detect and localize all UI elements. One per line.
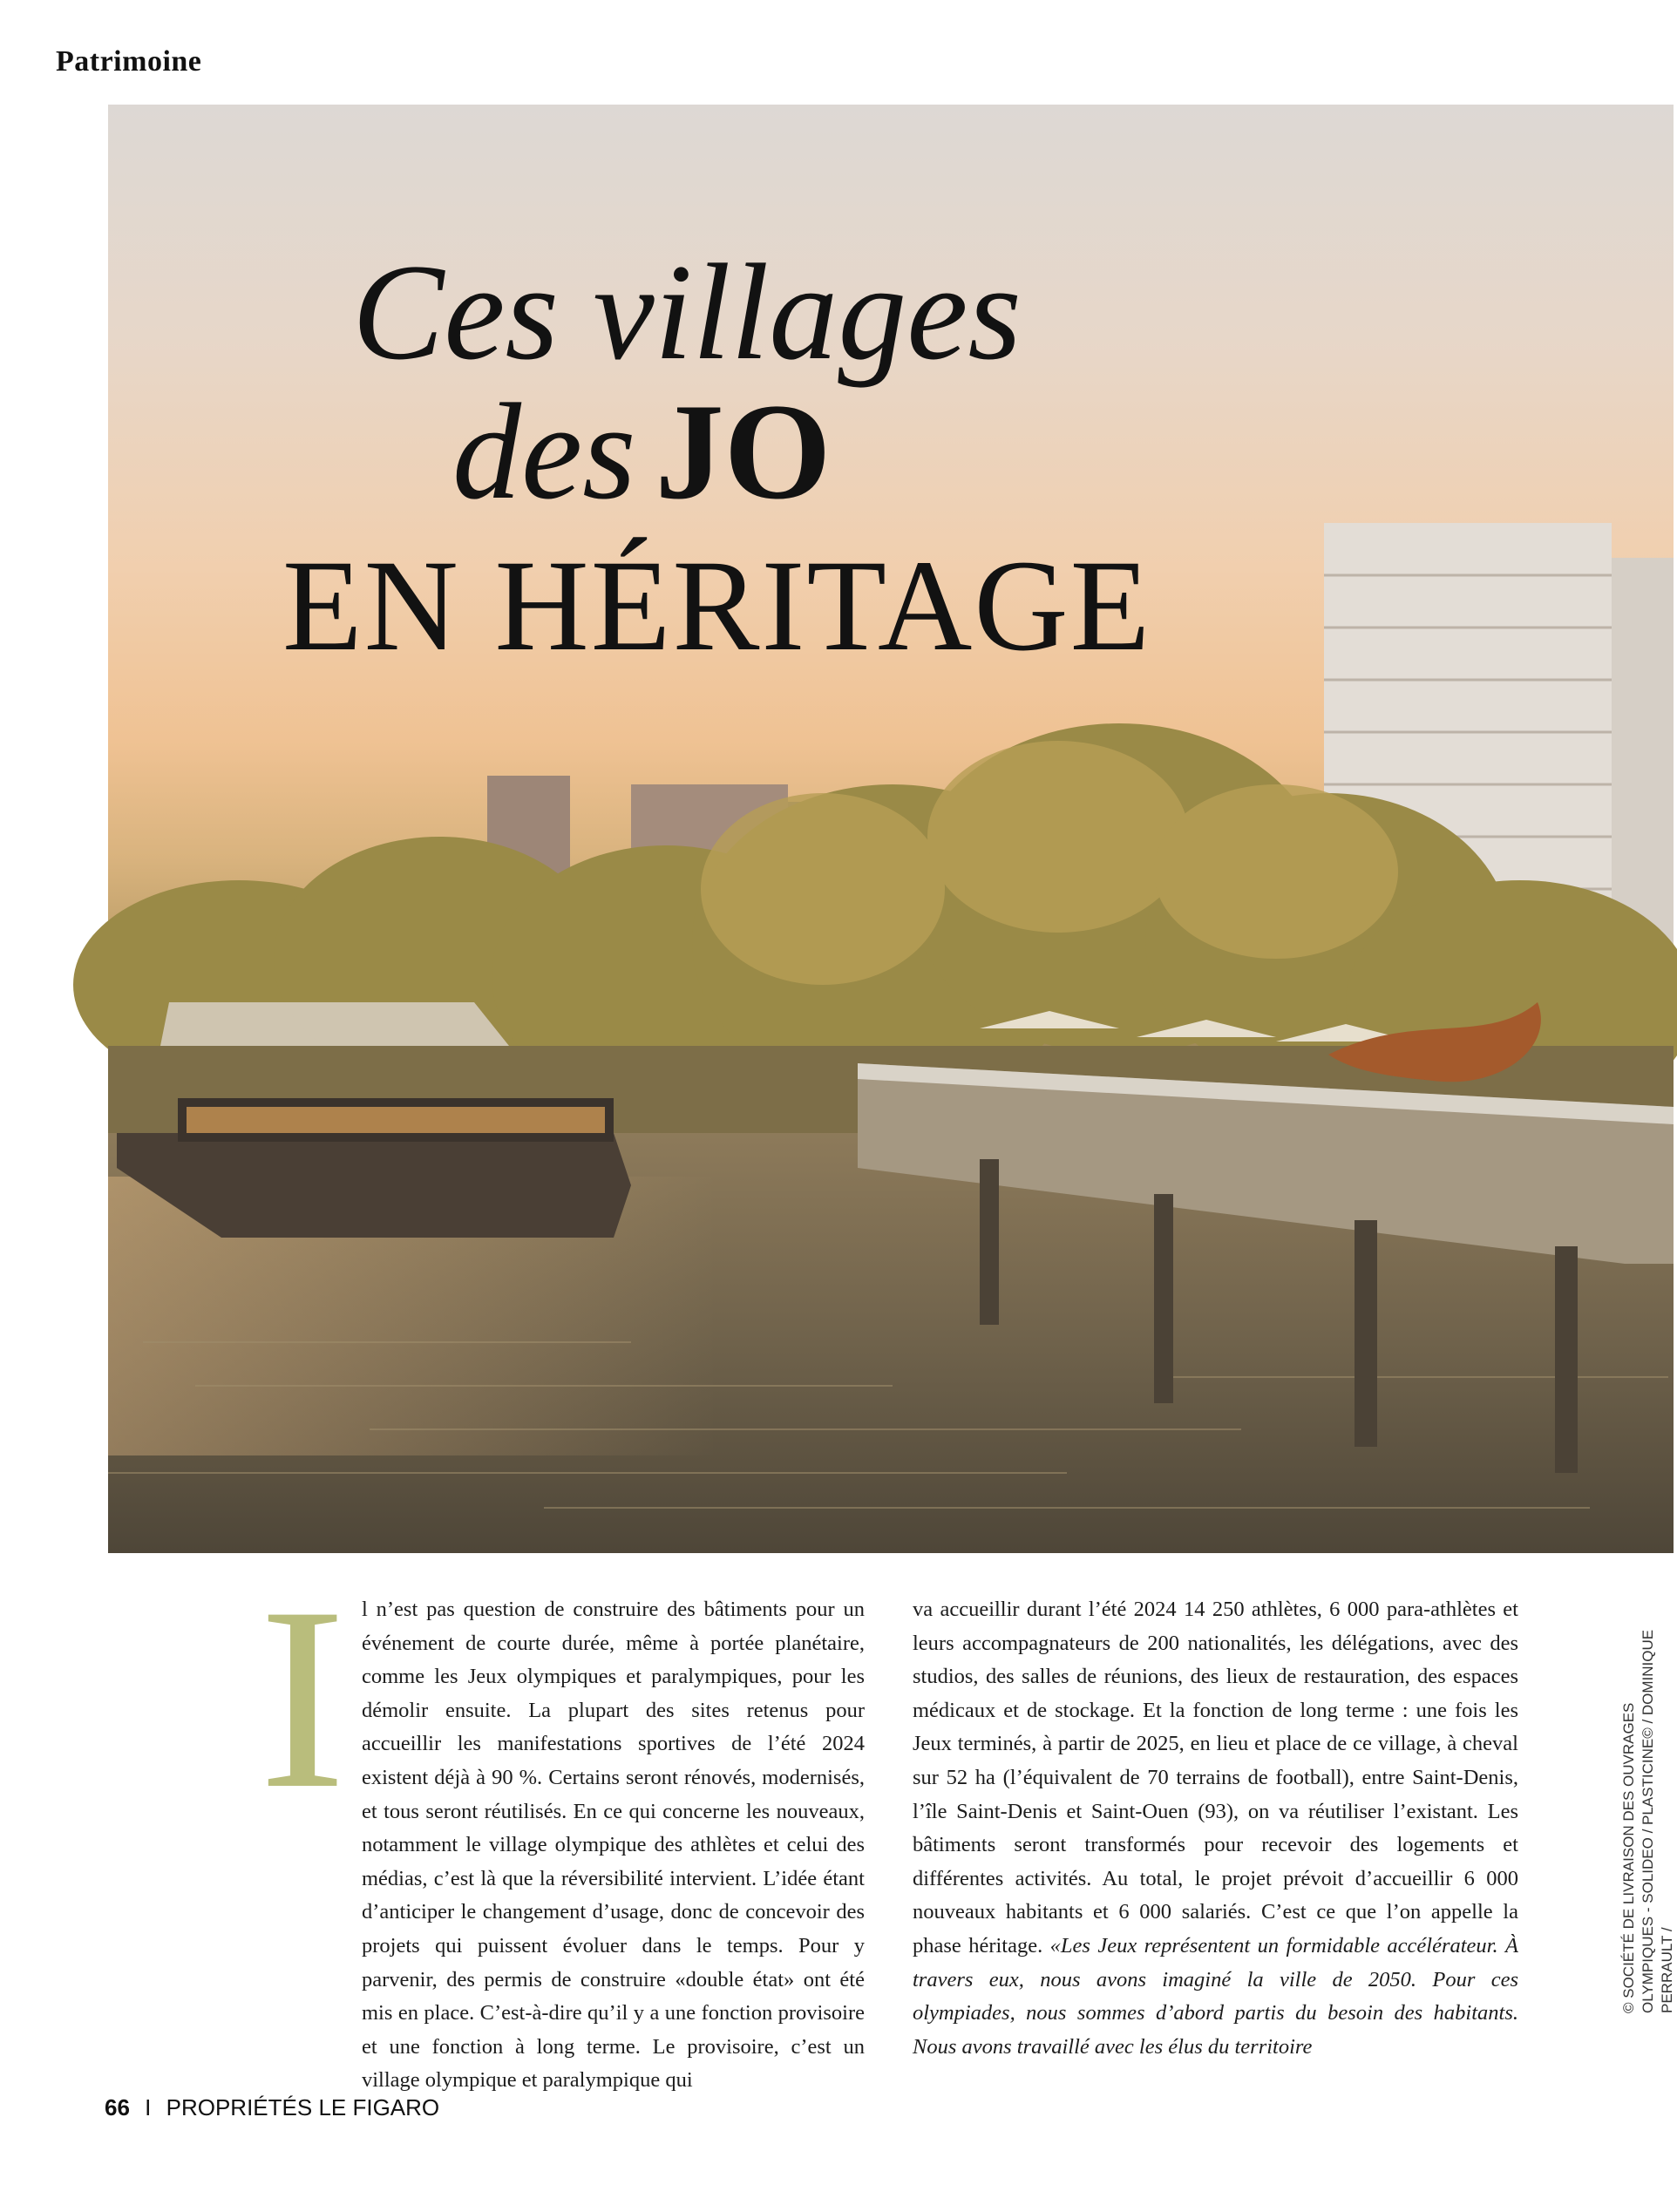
photo-credit: © SOCIÉTÉ DE LIVRAISON DES OUVRAGES OLYMPIQUES - SOLIDEO / PLASTICINE© / DOMINIQUE PERRAULT / [1620,1629,1675,2013]
hero-image [108,105,1674,1553]
title-jo: JO [655,376,832,528]
column-2-quote: «Les Jeux représentent un formidable accélérateur. À travers eux, nous avons imaginé la ville de 2050. Pour ces olympiades, nous sommes d’abord partis du besoin des habitants. Nous avons travaillé avec les élus du territoire [913,1933,1519,2059]
title-line-3: EN HÉRITAGE [282,533,1152,678]
article-column-2 [913,1593,1518,2064]
publication-name: PROPRIÉTÉS LE FIGARO [166,2094,440,2120]
title-des: des [452,376,636,528]
page-footer [105,2094,439,2121]
article-title [108,105,1674,715]
footer-separator: I [145,2094,152,2120]
section-label: Patrimoine [56,45,202,78]
drop-cap: I [259,1553,346,1842]
title-line-1: Ces villages [352,236,1022,389]
column-2-body [913,1593,1518,2064]
column-1-text: l n’est pas question de construire des bâtiments pour un événement de courte durée, même à portée planétaire, comme les Jeux olympiques et paralympiques, pour les démolir ensuite. La plupart des sites retenus pour accueillir les manifestations sportives de l’été 2024 existent déjà à 90 %. Certains seront rénovés, modernisés, et tous seront réutilisés. En ce qui concerne les nouveaux, notamment le village olympique des athlètes et celui des médias, c’est là que la réversibilité intervient. L’idée étant d’anticiper le changement d’usage, donc de concevoir des projets qui puissent évoluer dans le temps. Pour y parvenir, des permis de construire «double état» ont été mis en place. C’est-à-dire qu’il y a une fonction provisoire et une fonction à long terme. Le provisoire, c’est un village olympique et paralympique qui [362,1598,865,2093]
column-2-text: va accueillir durant l’été 2024 14 250 athlètes, 6 000 para-athlètes et leurs accompagnateurs de 200 nationalités, les délégations, avec des studios, des salles de réunions, des lieux de restauration, des espaces médicaux et de stockage. Et la fonction de long terme : une fois les Jeux terminés, à partir de 2025, en lieu et place de ce village, à cheval sur 52 ha (l’équivalent de 70 terrains de football), entre Saint-Denis, l’île Saint-Denis et Saint-Ouen (93), on va réutiliser l’existant. Les bâtiments seront transformés pour recevoir des logements et différentes activités. Au total, le projet prévoit d’accueillir 6 000 nouveaux habitants et 6 000 salariés. C’est ce que l’on appelle la phase héritage. [913,1598,1518,1958]
page-number: 66 [105,2094,130,2120]
title-line-2 [452,376,832,528]
